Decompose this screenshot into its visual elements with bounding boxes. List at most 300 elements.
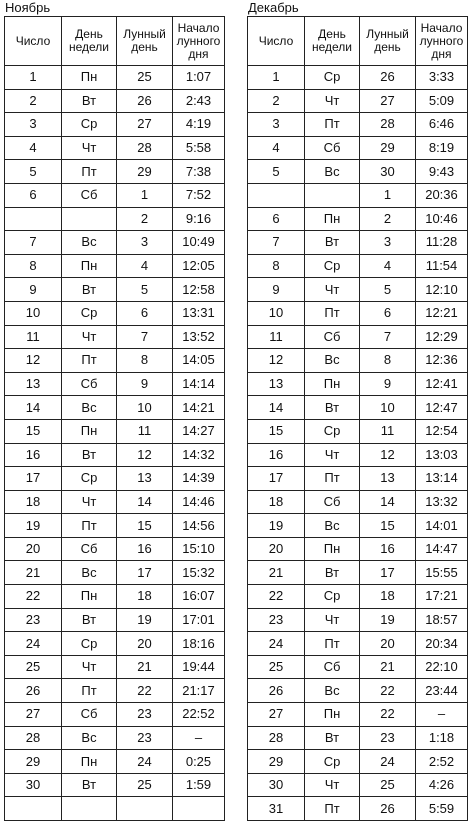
cell-weekday: Чт xyxy=(305,443,360,467)
table-row xyxy=(248,349,468,373)
cell-lunar-day-start: 13:52 xyxy=(173,325,225,349)
cell-lunar-day-start: 12:47 xyxy=(416,396,468,420)
cell-weekday: Пн xyxy=(305,207,360,231)
cell-lunar-day: 27 xyxy=(360,89,416,113)
cell-lunar-day-start: 14:39 xyxy=(173,467,225,491)
cell-lunar-day: 26 xyxy=(360,797,416,821)
cell-lunar-day-start: 11:28 xyxy=(416,231,468,255)
cell-lunar-day: 23 xyxy=(117,703,173,727)
cell-lunar-day: 2 xyxy=(117,207,173,231)
december-body xyxy=(248,66,468,821)
cell-lunar-day-start: 6:46 xyxy=(416,113,468,137)
cell-lunar-day-start: 13:32 xyxy=(416,490,468,514)
cell-date: 22 xyxy=(5,585,62,609)
cell-lunar-day: 28 xyxy=(360,113,416,137)
table-row xyxy=(5,254,225,278)
cell-lunar-day-start: 17:21 xyxy=(416,585,468,609)
cell-weekday xyxy=(62,207,117,231)
table-row xyxy=(248,655,468,679)
cell-date: 16 xyxy=(5,443,62,467)
cell-lunar-day-start: 13:03 xyxy=(416,443,468,467)
cell-lunar-day-start: 14:32 xyxy=(173,443,225,467)
table-row xyxy=(5,585,225,609)
cell-lunar-day-start: 14:01 xyxy=(416,514,468,538)
table-row xyxy=(248,679,468,703)
cell-lunar-day-start: 19:44 xyxy=(173,655,225,679)
table-row xyxy=(248,136,468,160)
cell-lunar-day: 8 xyxy=(360,349,416,373)
cell-lunar-day: 25 xyxy=(117,66,173,90)
table-row xyxy=(248,467,468,491)
cell-weekday: Пн xyxy=(62,254,117,278)
cell-lunar-day-start: 15:55 xyxy=(416,561,468,585)
cell-weekday: Ср xyxy=(62,113,117,137)
november-body xyxy=(5,66,225,821)
cell-lunar-day-start: 5:59 xyxy=(416,797,468,821)
cell-lunar-day: 28 xyxy=(117,136,173,160)
table-row xyxy=(5,325,225,349)
cell-date: 7 xyxy=(5,231,62,255)
table-row xyxy=(5,797,225,821)
cell-lunar-day-start: 4:19 xyxy=(173,113,225,137)
table-row xyxy=(5,679,225,703)
table-row xyxy=(5,467,225,491)
table-row xyxy=(248,490,468,514)
cell-lunar-day: 13 xyxy=(360,467,416,491)
cell-lunar-day: 18 xyxy=(117,585,173,609)
december-header-row xyxy=(248,17,468,66)
cell-weekday: Чт xyxy=(62,490,117,514)
table-row xyxy=(5,537,225,561)
cell-weekday: Сб xyxy=(305,136,360,160)
cell-weekday: Пт xyxy=(305,301,360,325)
cell-lunar-day: 19 xyxy=(360,608,416,632)
cell-lunar-day-start: 12:10 xyxy=(416,278,468,302)
cell-lunar-day: 6 xyxy=(117,301,173,325)
cell-lunar-day-start: 11:54 xyxy=(416,254,468,278)
cell-date: 25 xyxy=(5,655,62,679)
cell-lunar-day: 23 xyxy=(360,726,416,750)
cell-lunar-day-start: 23:44 xyxy=(416,679,468,703)
cell-date: 19 xyxy=(5,514,62,538)
table-row xyxy=(5,632,225,656)
cell-lunar-day-start: 14:47 xyxy=(416,537,468,561)
cell-lunar-day: 11 xyxy=(360,419,416,443)
cell-weekday: Вт xyxy=(62,89,117,113)
table-row xyxy=(248,254,468,278)
cell-lunar-day-start xyxy=(173,797,225,821)
cell-date: 1 xyxy=(5,66,62,90)
cell-lunar-day: 5 xyxy=(117,278,173,302)
cell-lunar-day-start: 1:59 xyxy=(173,773,225,797)
cell-lunar-day: 9 xyxy=(117,372,173,396)
november-table xyxy=(4,16,225,821)
cell-date: 30 xyxy=(5,773,62,797)
table-row xyxy=(5,183,225,207)
header-date: Число xyxy=(248,17,305,66)
table-row xyxy=(248,160,468,184)
cell-weekday: Вс xyxy=(62,561,117,585)
table-row xyxy=(5,231,225,255)
cell-lunar-day: 2 xyxy=(360,207,416,231)
table-row xyxy=(248,561,468,585)
cell-lunar-day-start: 14:21 xyxy=(173,396,225,420)
cell-lunar-day: 13 xyxy=(117,467,173,491)
cell-weekday: Вт xyxy=(62,608,117,632)
cell-lunar-day: 26 xyxy=(117,89,173,113)
table-row xyxy=(5,655,225,679)
table-row xyxy=(248,183,468,207)
table-row xyxy=(248,537,468,561)
cell-lunar-day xyxy=(117,797,173,821)
table-row xyxy=(5,726,225,750)
cell-lunar-day: 10 xyxy=(360,396,416,420)
cell-lunar-day-start: – xyxy=(416,703,468,727)
december-panel xyxy=(247,0,468,821)
cell-date: 28 xyxy=(5,726,62,750)
cell-date: 2 xyxy=(248,89,305,113)
cell-weekday: Пт xyxy=(62,160,117,184)
cell-lunar-day-start: 14:27 xyxy=(173,419,225,443)
cell-lunar-day: 15 xyxy=(117,514,173,538)
cell-lunar-day: 24 xyxy=(360,750,416,774)
cell-lunar-day-start: 2:43 xyxy=(173,89,225,113)
cell-lunar-day-start: 16:07 xyxy=(173,585,225,609)
table-row xyxy=(248,797,468,821)
cell-lunar-day-start: 22:10 xyxy=(416,655,468,679)
cell-weekday: Вс xyxy=(62,726,117,750)
cell-weekday: Ср xyxy=(305,66,360,90)
cell-lunar-day-start: 13:31 xyxy=(173,301,225,325)
cell-lunar-day-start: 12:29 xyxy=(416,325,468,349)
cell-lunar-day: 23 xyxy=(117,726,173,750)
header-weekday: День недели xyxy=(62,17,117,66)
cell-lunar-day-start: 12:41 xyxy=(416,372,468,396)
cell-lunar-day-start: 0:25 xyxy=(173,750,225,774)
cell-date: 24 xyxy=(5,632,62,656)
table-row xyxy=(5,608,225,632)
cell-weekday: Сб xyxy=(305,655,360,679)
cell-lunar-day-start: 14:46 xyxy=(173,490,225,514)
cell-weekday: Пт xyxy=(305,113,360,137)
cell-date: 31 xyxy=(248,797,305,821)
cell-lunar-day: 26 xyxy=(360,66,416,90)
table-row xyxy=(248,113,468,137)
table-row xyxy=(5,136,225,160)
cell-lunar-day: 22 xyxy=(117,679,173,703)
cell-weekday: Вт xyxy=(305,561,360,585)
header-lunar-day-start: Начало лунного дня xyxy=(416,17,468,66)
november-title: Ноябрь xyxy=(5,0,51,15)
table-row xyxy=(248,514,468,538)
cell-lunar-day: 20 xyxy=(117,632,173,656)
cell-lunar-day-start: 10:49 xyxy=(173,231,225,255)
cell-date: 17 xyxy=(248,467,305,491)
cell-lunar-day: 15 xyxy=(360,514,416,538)
cell-lunar-day: 12 xyxy=(360,443,416,467)
cell-lunar-day-start: 8:19 xyxy=(416,136,468,160)
table-row xyxy=(248,750,468,774)
cell-lunar-day-start: 1:07 xyxy=(173,66,225,90)
cell-weekday: Пн xyxy=(62,66,117,90)
cell-lunar-day: 20 xyxy=(360,632,416,656)
table-row xyxy=(248,89,468,113)
cell-weekday: Вс xyxy=(305,514,360,538)
cell-lunar-day: 19 xyxy=(117,608,173,632)
cell-weekday: Пн xyxy=(305,372,360,396)
cell-lunar-day-start: 13:14 xyxy=(416,467,468,491)
table-row xyxy=(5,89,225,113)
cell-lunar-day: 29 xyxy=(360,136,416,160)
cell-lunar-day-start: 9:43 xyxy=(416,160,468,184)
cell-lunar-day-start: 5:58 xyxy=(173,136,225,160)
december-table xyxy=(247,16,468,821)
cell-weekday: Ср xyxy=(305,750,360,774)
cell-date: 26 xyxy=(5,679,62,703)
cell-lunar-day: 22 xyxy=(360,679,416,703)
table-row xyxy=(248,585,468,609)
cell-lunar-day-start: 18:16 xyxy=(173,632,225,656)
cell-weekday: Сб xyxy=(62,537,117,561)
table-row xyxy=(5,372,225,396)
cell-lunar-day-start: 15:10 xyxy=(173,537,225,561)
cell-date: 4 xyxy=(248,136,305,160)
cell-lunar-day: 16 xyxy=(117,537,173,561)
cell-date: 14 xyxy=(5,396,62,420)
cell-date: 6 xyxy=(248,207,305,231)
cell-date xyxy=(248,183,305,207)
cell-date xyxy=(5,207,62,231)
cell-date: 11 xyxy=(248,325,305,349)
cell-lunar-day-start: 22:52 xyxy=(173,703,225,727)
cell-lunar-day: 25 xyxy=(360,773,416,797)
cell-weekday: Ср xyxy=(62,301,117,325)
cell-lunar-day-start: 9:16 xyxy=(173,207,225,231)
cell-date: 9 xyxy=(248,278,305,302)
cell-weekday: Чт xyxy=(305,773,360,797)
cell-weekday: Вт xyxy=(305,231,360,255)
cell-lunar-day-start: 3:33 xyxy=(416,66,468,90)
cell-date: 6 xyxy=(5,183,62,207)
cell-lunar-day: 30 xyxy=(360,160,416,184)
table-row xyxy=(5,160,225,184)
cell-lunar-day-start: 15:32 xyxy=(173,561,225,585)
cell-date: 15 xyxy=(5,419,62,443)
cell-date: 8 xyxy=(248,254,305,278)
cell-lunar-day: 11 xyxy=(117,419,173,443)
cell-lunar-day: 17 xyxy=(117,561,173,585)
cell-lunar-day: 4 xyxy=(360,254,416,278)
table-row xyxy=(5,349,225,373)
table-row xyxy=(248,372,468,396)
table-row xyxy=(248,396,468,420)
cell-lunar-day-start: 7:52 xyxy=(173,183,225,207)
cell-lunar-day-start: 14:56 xyxy=(173,514,225,538)
cell-date: 5 xyxy=(248,160,305,184)
cell-date: 8 xyxy=(5,254,62,278)
table-row xyxy=(248,301,468,325)
cell-date: 13 xyxy=(5,372,62,396)
cell-date: 13 xyxy=(248,372,305,396)
cell-weekday: Чт xyxy=(305,278,360,302)
cell-lunar-day: 4 xyxy=(117,254,173,278)
cell-date: 18 xyxy=(5,490,62,514)
cell-date: 17 xyxy=(5,467,62,491)
cell-date: 21 xyxy=(5,561,62,585)
cell-lunar-day-start: 5:09 xyxy=(416,89,468,113)
cell-lunar-day: 24 xyxy=(117,750,173,774)
cell-lunar-day: 16 xyxy=(360,537,416,561)
table-row xyxy=(5,703,225,727)
table-row xyxy=(5,443,225,467)
cell-lunar-day: 1 xyxy=(360,183,416,207)
cell-weekday xyxy=(62,797,117,821)
cell-lunar-day: 18 xyxy=(360,585,416,609)
cell-lunar-day: 5 xyxy=(360,278,416,302)
cell-weekday: Вт xyxy=(305,396,360,420)
cell-date: 7 xyxy=(248,231,305,255)
cell-date xyxy=(5,797,62,821)
cell-date: 22 xyxy=(248,585,305,609)
cell-date: 3 xyxy=(248,113,305,137)
cell-weekday: Чт xyxy=(62,655,117,679)
cell-weekday xyxy=(305,183,360,207)
cell-weekday: Чт xyxy=(305,89,360,113)
cell-date: 19 xyxy=(248,514,305,538)
table-row xyxy=(5,773,225,797)
table-row xyxy=(248,608,468,632)
cell-date: 29 xyxy=(248,750,305,774)
cell-lunar-day-start: 12:05 xyxy=(173,254,225,278)
cell-date: 3 xyxy=(5,113,62,137)
cell-lunar-day: 14 xyxy=(360,490,416,514)
cell-lunar-day-start: 14:05 xyxy=(173,349,225,373)
cell-lunar-day-start: 4:26 xyxy=(416,773,468,797)
cell-weekday: Вс xyxy=(305,679,360,703)
cell-lunar-day-start: 21:17 xyxy=(173,679,225,703)
table-row xyxy=(5,113,225,137)
cell-weekday: Вт xyxy=(62,443,117,467)
cell-weekday: Сб xyxy=(62,703,117,727)
cell-weekday: Пт xyxy=(62,514,117,538)
cell-lunar-day-start: 14:14 xyxy=(173,372,225,396)
cell-date: 16 xyxy=(248,443,305,467)
cell-lunar-day: 6 xyxy=(360,301,416,325)
cell-date: 15 xyxy=(248,419,305,443)
cell-weekday: Чт xyxy=(62,136,117,160)
cell-lunar-day-start: 12:21 xyxy=(416,301,468,325)
cell-date: 26 xyxy=(248,679,305,703)
cell-weekday: Пт xyxy=(62,349,117,373)
cell-lunar-day: 3 xyxy=(117,231,173,255)
cell-lunar-day: 8 xyxy=(117,349,173,373)
table-row xyxy=(248,419,468,443)
cell-date: 25 xyxy=(248,655,305,679)
cell-date: 12 xyxy=(248,349,305,373)
table-row xyxy=(248,443,468,467)
table-row xyxy=(248,231,468,255)
cell-lunar-day: 9 xyxy=(360,372,416,396)
table-row xyxy=(5,750,225,774)
cell-lunar-day: 12 xyxy=(117,443,173,467)
cell-weekday: Ср xyxy=(62,467,117,491)
cell-date: 2 xyxy=(5,89,62,113)
cell-lunar-day-start: – xyxy=(173,726,225,750)
november-panel xyxy=(4,0,225,821)
cell-weekday: Чт xyxy=(305,608,360,632)
table-row xyxy=(5,66,225,90)
cell-date: 5 xyxy=(5,160,62,184)
cell-weekday: Пн xyxy=(62,750,117,774)
cell-lunar-day: 3 xyxy=(360,231,416,255)
cell-lunar-day: 17 xyxy=(360,561,416,585)
cell-date: 4 xyxy=(5,136,62,160)
cell-lunar-day: 21 xyxy=(117,655,173,679)
cell-lunar-day: 14 xyxy=(117,490,173,514)
cell-date: 10 xyxy=(248,301,305,325)
cell-weekday: Сб xyxy=(62,183,117,207)
cell-lunar-day-start: 20:36 xyxy=(416,183,468,207)
cell-weekday: Сб xyxy=(305,490,360,514)
cell-weekday: Чт xyxy=(62,325,117,349)
cell-lunar-day: 21 xyxy=(360,655,416,679)
table-row xyxy=(248,207,468,231)
cell-date: 29 xyxy=(5,750,62,774)
cell-weekday: Пт xyxy=(305,797,360,821)
cell-date: 20 xyxy=(248,537,305,561)
cell-lunar-day-start: 12:54 xyxy=(416,419,468,443)
table-row xyxy=(248,325,468,349)
cell-weekday: Ср xyxy=(305,254,360,278)
cell-date: 23 xyxy=(5,608,62,632)
table-row xyxy=(248,703,468,727)
cell-date: 9 xyxy=(5,278,62,302)
cell-lunar-day-start: 10:46 xyxy=(416,207,468,231)
table-row xyxy=(248,278,468,302)
cell-weekday: Вт xyxy=(62,278,117,302)
cell-lunar-day-start: 1:18 xyxy=(416,726,468,750)
table-row xyxy=(5,207,225,231)
cell-weekday: Пн xyxy=(305,703,360,727)
cell-weekday: Вс xyxy=(62,396,117,420)
cell-weekday: Вт xyxy=(305,726,360,750)
cell-weekday: Пт xyxy=(305,467,360,491)
cell-lunar-day-start: 12:36 xyxy=(416,349,468,373)
cell-date: 11 xyxy=(5,325,62,349)
cell-lunar-day: 1 xyxy=(117,183,173,207)
cell-weekday: Ср xyxy=(62,632,117,656)
cell-lunar-day: 25 xyxy=(117,773,173,797)
table-row xyxy=(248,632,468,656)
cell-date: 21 xyxy=(248,561,305,585)
cell-weekday: Вс xyxy=(305,160,360,184)
cell-weekday: Пн xyxy=(62,419,117,443)
cell-weekday: Ср xyxy=(305,585,360,609)
cell-lunar-day-start: 12:58 xyxy=(173,278,225,302)
cell-weekday: Пн xyxy=(62,585,117,609)
table-row xyxy=(248,66,468,90)
cell-date: 12 xyxy=(5,349,62,373)
cell-date: 30 xyxy=(248,773,305,797)
header-lunar-day: Лунный день xyxy=(360,17,416,66)
november-header-row xyxy=(5,17,225,66)
cell-weekday: Вс xyxy=(62,231,117,255)
cell-weekday: Пн xyxy=(305,537,360,561)
cell-weekday: Сб xyxy=(305,325,360,349)
cell-lunar-day-start: 7:38 xyxy=(173,160,225,184)
cell-lunar-day-start: 18:57 xyxy=(416,608,468,632)
cell-date: 27 xyxy=(5,703,62,727)
